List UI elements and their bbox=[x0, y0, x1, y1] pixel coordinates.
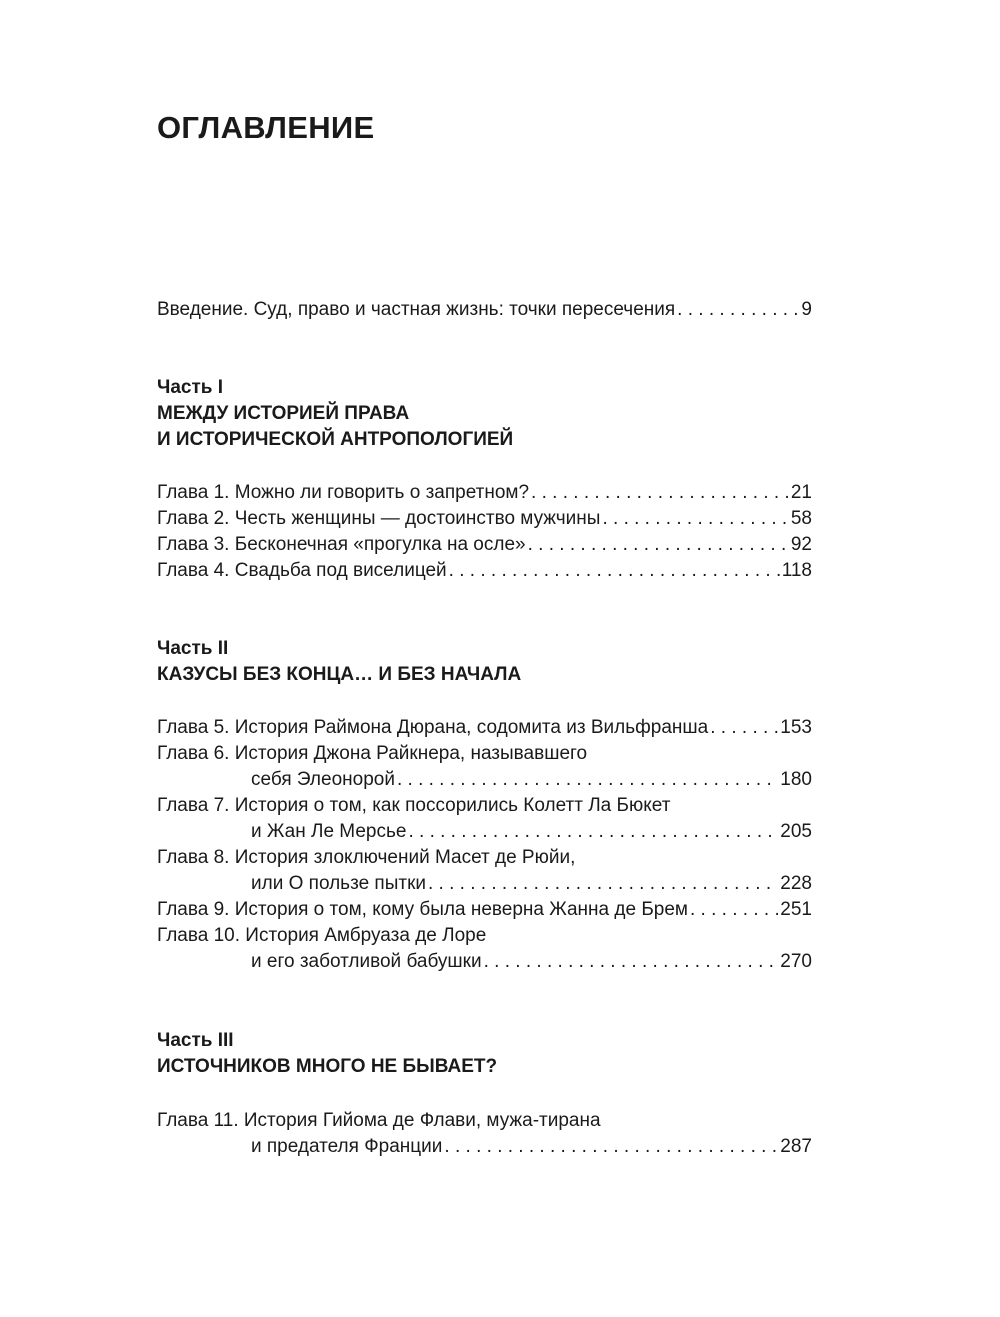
page-number: 205 bbox=[780, 821, 812, 842]
dot-leader bbox=[484, 949, 779, 975]
entry-title: Глава 5. История Раймона Дюрана, содомита из Вильфранша bbox=[157, 717, 709, 738]
page-number: 9 bbox=[801, 299, 812, 320]
dot-leader bbox=[710, 715, 778, 741]
entry-title: Глава 6. История Джона Райкнера, называвшего bbox=[157, 743, 588, 764]
page-number: 228 bbox=[780, 873, 812, 894]
toc-entry[interactable] bbox=[157, 506, 812, 532]
entry-title: Введение. Суд, право и частная жизнь: точки пересечения bbox=[157, 299, 676, 320]
toc-entry[interactable] bbox=[157, 715, 812, 741]
part-heading bbox=[157, 636, 521, 688]
part-label: Часть I bbox=[157, 377, 224, 398]
dot-leader bbox=[428, 871, 778, 897]
toc-entry[interactable] bbox=[157, 1108, 812, 1160]
page-number: 92 bbox=[790, 534, 812, 555]
toc-entry[interactable] bbox=[157, 897, 812, 923]
entry-title: Глава 7. История о том, как поссорились Колетт Ла Бюкет bbox=[157, 795, 671, 816]
entry-title-continued: и предателя Франции bbox=[251, 1136, 443, 1157]
page-number: 118 bbox=[781, 560, 812, 581]
part-title-line: КАЗУСЫ БЕЗ КОНЦА… И БЕЗ НАЧАЛА bbox=[157, 664, 522, 685]
dot-leader bbox=[531, 480, 789, 506]
toc-entry[interactable] bbox=[157, 558, 812, 584]
part-label: Часть II bbox=[157, 638, 229, 659]
page-number: 153 bbox=[780, 717, 812, 738]
page-title: ОГЛАВЛЕНИЕ bbox=[157, 110, 375, 145]
entry-title-continued: и его заботливой бабушки bbox=[251, 951, 482, 972]
entry-title: Глава 1. Можно ли говорить о запретном? bbox=[157, 482, 530, 503]
page-number: 251 bbox=[780, 899, 812, 920]
toc-entry[interactable] bbox=[157, 480, 812, 506]
entry-title: Глава 11. История Гийома де Флави, мужа-тирана bbox=[157, 1110, 601, 1131]
entry-title: Глава 9. История о том, кому была неверна Жанна де Брем bbox=[157, 899, 688, 920]
part-heading bbox=[157, 375, 513, 453]
entry-title: Глава 2. Честь женщины — достоинство мужчины bbox=[157, 508, 601, 529]
entry-title: Глава 10. История Амбруаза де Лоре bbox=[157, 925, 487, 946]
dot-leader bbox=[528, 532, 789, 558]
page-number: 21 bbox=[790, 482, 812, 503]
toc-entry[interactable] bbox=[157, 845, 812, 897]
toc-entry[interactable] bbox=[157, 793, 812, 845]
part-title-line: ИСТОЧНИКОВ МНОГО НЕ БЫВАЕТ? bbox=[157, 1056, 498, 1077]
page-number: 287 bbox=[780, 1136, 812, 1157]
dot-leader bbox=[408, 819, 778, 845]
entry-title: Глава 4. Свадьба под виселицей bbox=[157, 560, 447, 581]
page-number: 58 bbox=[790, 508, 812, 529]
toc-entry[interactable] bbox=[157, 741, 812, 793]
dot-leader bbox=[677, 297, 799, 323]
part-label: Часть III bbox=[157, 1030, 234, 1051]
entry-title-continued: себя Элеонорой bbox=[251, 769, 395, 790]
dot-leader bbox=[449, 558, 780, 584]
entry-title-continued: или О пользе пытки bbox=[251, 873, 426, 894]
dot-leader bbox=[397, 767, 778, 793]
part-title-line: И ИСТОРИЧЕСКОЙ АНТРОПОЛОГИЕЙ bbox=[157, 429, 514, 450]
dot-leader bbox=[690, 897, 778, 923]
dot-leader bbox=[602, 506, 788, 532]
page-number: 180 bbox=[780, 769, 812, 790]
toc-entry-intro[interactable] bbox=[157, 297, 812, 323]
toc-entry[interactable] bbox=[157, 923, 812, 975]
entry-title: Глава 3. Бесконечная «прогулка на осле» bbox=[157, 534, 526, 555]
part-title-line: МЕЖДУ ИСТОРИЕЙ ПРАВА bbox=[157, 403, 410, 424]
dot-leader bbox=[444, 1134, 778, 1160]
part-heading bbox=[157, 1028, 497, 1080]
entry-title-continued: и Жан Ле Мерсье bbox=[251, 821, 407, 842]
page-number: 270 bbox=[780, 951, 812, 972]
entry-title: Глава 8. История злоключений Масет де Рюйи, bbox=[157, 847, 576, 868]
toc-entry[interactable] bbox=[157, 532, 812, 558]
